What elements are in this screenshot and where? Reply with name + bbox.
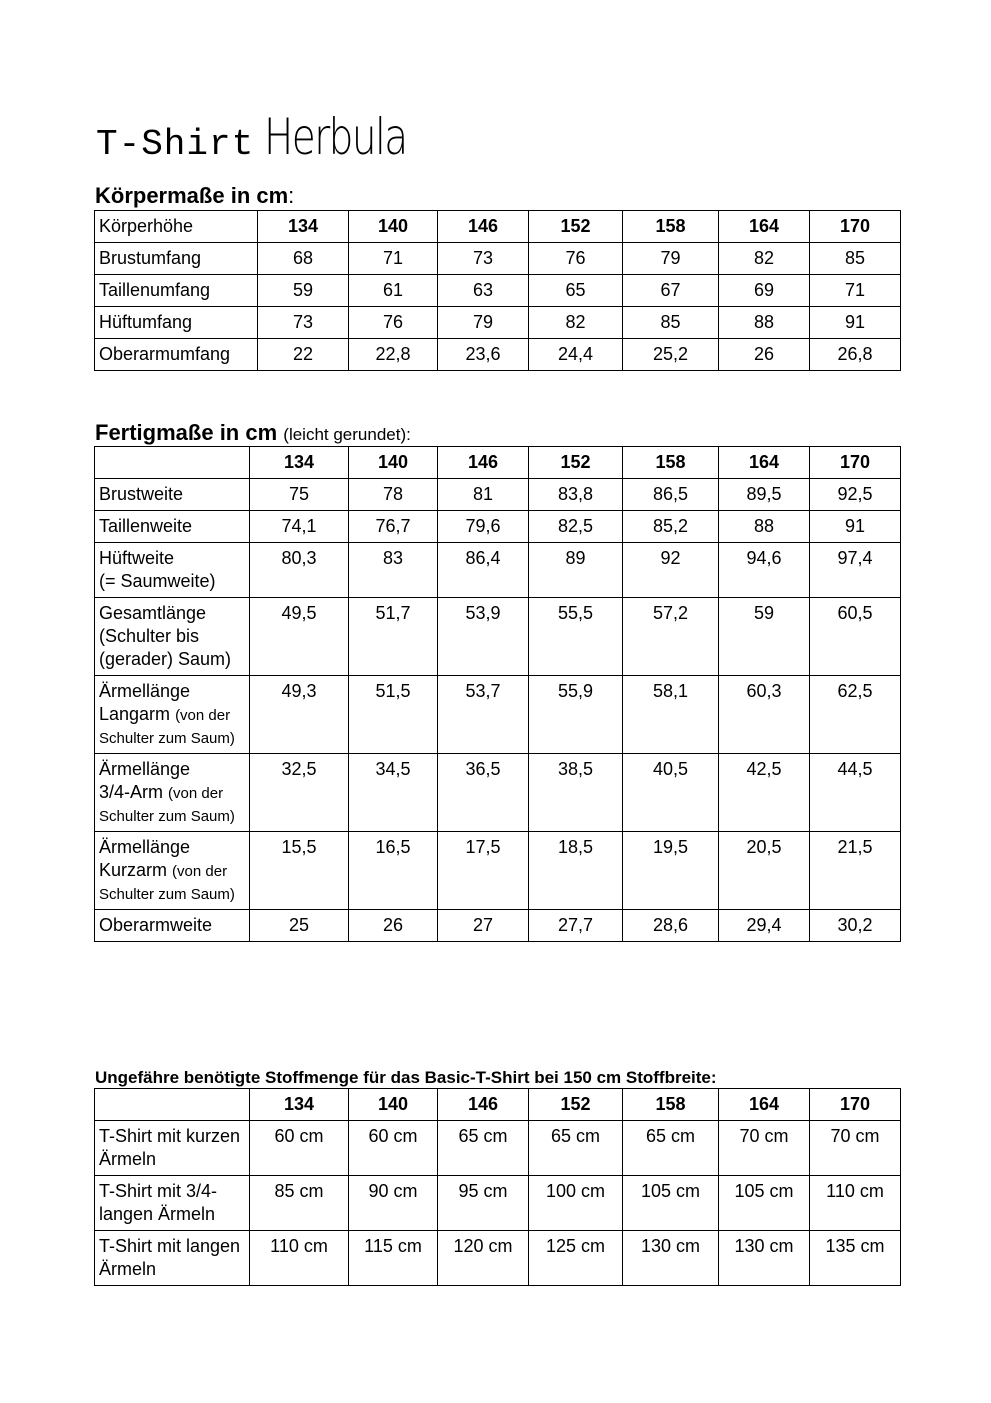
table-row	[95, 1231, 901, 1286]
size-header-cell: 152	[529, 1089, 623, 1121]
heading-note: (leicht gerundet):	[283, 425, 411, 444]
value-cell: 65 cm	[529, 1121, 623, 1176]
value-cell: 60 cm	[349, 1121, 438, 1176]
value-cell: 68	[258, 243, 349, 275]
value-cell: 71	[810, 275, 901, 307]
row-label	[95, 479, 250, 511]
value-cell: 94,6	[719, 543, 810, 598]
value-cell: 18,5	[529, 832, 623, 910]
value-cell: 71	[349, 243, 438, 275]
value-cell: 16,5	[349, 832, 438, 910]
table-row	[95, 307, 901, 339]
value-cell: 65	[529, 275, 623, 307]
size-header-cell: 158	[623, 211, 719, 243]
value-cell: 34,5	[349, 754, 438, 832]
value-cell: 74,1	[250, 511, 349, 543]
value-cell: 80,3	[250, 543, 349, 598]
value-cell: 29,4	[719, 910, 810, 942]
label-main: Taillenweite	[99, 516, 193, 536]
value-cell: 51,5	[349, 676, 438, 754]
value-cell: 85	[623, 307, 719, 339]
page-title	[96, 108, 447, 166]
heading-text: Körpermaße in cm	[95, 183, 289, 208]
value-cell: 51,7	[349, 598, 438, 676]
value-cell: 27,7	[529, 910, 623, 942]
size-header-cell: 164	[719, 211, 810, 243]
value-cell: 88	[719, 511, 810, 543]
table-row	[95, 339, 901, 371]
size-header-cell: 158	[623, 447, 719, 479]
header-row	[95, 211, 901, 243]
row-label	[95, 832, 250, 910]
size-header-cell: 134	[250, 447, 349, 479]
value-cell: 110 cm	[810, 1176, 901, 1231]
table-row	[95, 275, 901, 307]
value-cell: 92,5	[810, 479, 901, 511]
value-cell: 75	[250, 479, 349, 511]
size-header-cell: 146	[438, 447, 529, 479]
finished-measurements-table	[94, 446, 901, 942]
size-header-cell: 152	[529, 211, 623, 243]
size-header-cell: 170	[810, 211, 901, 243]
body-measurements-table	[94, 210, 901, 371]
value-cell: 97,4	[810, 543, 901, 598]
value-cell: 63	[438, 275, 529, 307]
value-cell: 90 cm	[349, 1176, 438, 1231]
value-cell: 120 cm	[438, 1231, 529, 1286]
value-cell: 86,4	[438, 543, 529, 598]
value-cell: 85,2	[623, 511, 719, 543]
fabric-table	[94, 1088, 901, 1286]
value-cell: 70 cm	[810, 1121, 901, 1176]
value-cell: 79	[438, 307, 529, 339]
value-cell: 55,9	[529, 676, 623, 754]
value-cell: 70 cm	[719, 1121, 810, 1176]
value-cell: 60,5	[810, 598, 901, 676]
value-cell: 38,5	[529, 754, 623, 832]
value-cell: 135 cm	[810, 1231, 901, 1286]
value-cell: 59	[258, 275, 349, 307]
label-note: (von der Schulter zum Saum)	[99, 707, 235, 747]
row-label	[95, 511, 250, 543]
row-label: Hüftumfang	[95, 307, 258, 339]
value-cell: 60 cm	[250, 1121, 349, 1176]
value-cell: 25,2	[623, 339, 719, 371]
value-cell: 69	[719, 275, 810, 307]
table-row	[95, 511, 901, 543]
value-cell: 91	[810, 511, 901, 543]
value-cell: 83,8	[529, 479, 623, 511]
value-cell: 30,2	[810, 910, 901, 942]
value-cell: 57,2	[623, 598, 719, 676]
row-label: T-Shirt mit 3/4-langen Ärmeln	[95, 1176, 250, 1231]
table-row	[95, 1121, 901, 1176]
header-label-cell	[95, 1089, 250, 1121]
label-main: Brustweite	[99, 484, 184, 504]
size-header-cell: 170	[810, 447, 901, 479]
value-cell: 23,6	[438, 339, 529, 371]
value-cell: 88	[719, 307, 810, 339]
value-cell: 26	[349, 910, 438, 942]
title-script: Herbula	[264, 108, 407, 166]
size-header-cell: 164	[719, 1089, 810, 1121]
table-row	[95, 1176, 901, 1231]
value-cell: 24,4	[529, 339, 623, 371]
value-cell: 91	[810, 307, 901, 339]
value-cell: 49,5	[250, 598, 349, 676]
size-header-cell: 140	[349, 211, 438, 243]
value-cell: 60,3	[719, 676, 810, 754]
value-cell: 82,5	[529, 511, 623, 543]
row-label: T-Shirt mit kurzen Ärmeln	[95, 1121, 250, 1176]
row-label	[95, 910, 250, 942]
value-cell: 65 cm	[438, 1121, 529, 1176]
value-cell: 79,6	[438, 511, 529, 543]
size-header-cell: 146	[438, 211, 529, 243]
value-cell: 49,3	[250, 676, 349, 754]
value-cell: 82	[529, 307, 623, 339]
header-label-cell: Körperhöhe	[95, 211, 258, 243]
value-cell: 76,7	[349, 511, 438, 543]
body-measurements-heading	[95, 183, 294, 209]
value-cell: 125 cm	[529, 1231, 623, 1286]
value-cell: 86,5	[623, 479, 719, 511]
value-cell: 73	[438, 243, 529, 275]
value-cell: 73	[258, 307, 349, 339]
value-cell: 25	[250, 910, 349, 942]
value-cell: 62,5	[810, 676, 901, 754]
size-header-cell: 134	[258, 211, 349, 243]
value-cell: 105 cm	[623, 1176, 719, 1231]
label-sub: (= Saumweite)	[99, 571, 216, 591]
size-header-cell: 140	[349, 447, 438, 479]
size-header-cell: 134	[250, 1089, 349, 1121]
label-main: Ärmellänge	[99, 681, 191, 701]
table-row	[95, 832, 901, 910]
label-sub: Langarm	[99, 704, 171, 724]
table-row	[95, 754, 901, 832]
finished-measurements-heading	[95, 420, 411, 446]
size-header-cell: 158	[623, 1089, 719, 1121]
value-cell: 85 cm	[250, 1176, 349, 1231]
value-cell: 81	[438, 479, 529, 511]
value-cell: 65 cm	[623, 1121, 719, 1176]
value-cell: 59	[719, 598, 810, 676]
row-label	[95, 598, 250, 676]
label-sub: Kurzarm	[99, 860, 168, 880]
title-mono: T-Shirt	[96, 124, 255, 165]
table-row	[95, 543, 901, 598]
value-cell: 27	[438, 910, 529, 942]
value-cell: 105 cm	[719, 1176, 810, 1231]
size-header-cell: 140	[349, 1089, 438, 1121]
table-row	[95, 910, 901, 942]
value-cell: 89	[529, 543, 623, 598]
value-cell: 130 cm	[719, 1231, 810, 1286]
heading-text: Fertigmaße in cm	[95, 420, 278, 445]
value-cell: 76	[349, 307, 438, 339]
value-cell: 17,5	[438, 832, 529, 910]
value-cell: 44,5	[810, 754, 901, 832]
row-label	[95, 754, 250, 832]
value-cell: 82	[719, 243, 810, 275]
value-cell: 55,5	[529, 598, 623, 676]
value-cell: 21,5	[810, 832, 901, 910]
label-main: Ärmellänge	[99, 759, 191, 779]
value-cell: 110 cm	[250, 1231, 349, 1286]
value-cell: 115 cm	[349, 1231, 438, 1286]
value-cell: 78	[349, 479, 438, 511]
value-cell: 42,5	[719, 754, 810, 832]
value-cell: 26,8	[810, 339, 901, 371]
header-row	[95, 1089, 901, 1121]
value-cell: 19,5	[623, 832, 719, 910]
table-row	[95, 598, 901, 676]
header-row	[95, 447, 901, 479]
fabric-heading: Ungefähre benötigte Stoffmenge für das Basic-T-Shirt bei 150 cm Stoffbreite:	[95, 1068, 717, 1087]
row-label: Taillenumfang	[95, 275, 258, 307]
size-header-cell: 146	[438, 1089, 529, 1121]
value-cell: 40,5	[623, 754, 719, 832]
value-cell: 22	[258, 339, 349, 371]
value-cell: 61	[349, 275, 438, 307]
table-row	[95, 676, 901, 754]
value-cell: 89,5	[719, 479, 810, 511]
row-label	[95, 676, 250, 754]
label-sub: (Schulter bis (gerader) Saum)	[99, 626, 232, 669]
value-cell: 79	[623, 243, 719, 275]
value-cell: 15,5	[250, 832, 349, 910]
value-cell: 26	[719, 339, 810, 371]
size-header-cell: 170	[810, 1089, 901, 1121]
value-cell: 20,5	[719, 832, 810, 910]
value-cell: 83	[349, 543, 438, 598]
label-main: Ärmellänge	[99, 837, 191, 857]
value-cell: 32,5	[250, 754, 349, 832]
value-cell: 67	[623, 275, 719, 307]
value-cell: 92	[623, 543, 719, 598]
value-cell: 28,6	[623, 910, 719, 942]
row-label: Oberarmumfang	[95, 339, 258, 371]
value-cell: 58,1	[623, 676, 719, 754]
table-row	[95, 243, 901, 275]
value-cell: 36,5	[438, 754, 529, 832]
value-cell: 22,8	[349, 339, 438, 371]
value-cell: 100 cm	[529, 1176, 623, 1231]
value-cell: 95 cm	[438, 1176, 529, 1231]
value-cell: 85	[810, 243, 901, 275]
table-row	[95, 479, 901, 511]
size-header-cell: 152	[529, 447, 623, 479]
label-sub: 3/4-Arm	[99, 782, 164, 802]
heading-colon: :	[288, 183, 295, 208]
label-main: Hüftweite	[99, 548, 175, 568]
label-note: (von der Schulter zum Saum)	[99, 863, 235, 903]
value-cell: 76	[529, 243, 623, 275]
row-label: Brustumfang	[95, 243, 258, 275]
label-note: (von der Schulter zum Saum)	[99, 785, 235, 825]
value-cell: 130 cm	[623, 1231, 719, 1286]
row-label	[95, 543, 250, 598]
row-label: T-Shirt mit langen Ärmeln	[95, 1231, 250, 1286]
size-header-cell: 164	[719, 447, 810, 479]
value-cell: 53,7	[438, 676, 529, 754]
value-cell: 53,9	[438, 598, 529, 676]
header-label-cell	[95, 447, 250, 479]
label-main: Gesamtlänge	[99, 603, 207, 623]
label-main: Oberarmweite	[99, 915, 213, 935]
